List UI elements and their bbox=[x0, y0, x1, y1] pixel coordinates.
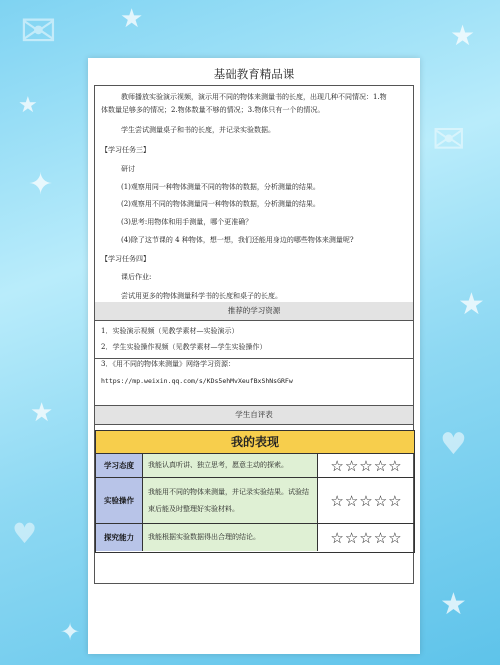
criteria-label: 学习态度 bbox=[96, 454, 143, 477]
criteria-label: 探究能力 bbox=[96, 524, 143, 551]
star-icon: ★ bbox=[450, 19, 476, 52]
self-eval-title: 学生自评表 bbox=[94, 405, 414, 425]
self-eval-table bbox=[95, 430, 415, 553]
heart-icon: ♥ bbox=[440, 427, 467, 462]
question: (1)观察用同一种物体测量不同的物体的数据，分析测量的结果。 bbox=[121, 183, 320, 191]
paragraph: 课后作业: bbox=[121, 273, 152, 281]
question: (4)除了这节课的 4 种物体，想一想，我们还能用身边的哪些物体来测量呢? bbox=[121, 236, 354, 244]
paragraph: 研讨 bbox=[121, 165, 135, 173]
paragraph: 教师播放实验演示视频，演示用不同的物体来测量书的长度，出现几种不同情况：1.物 bbox=[121, 93, 387, 101]
table-row bbox=[96, 454, 414, 478]
resource-item: 2．学生实验操作视频（见教学素材—学生实验操作） bbox=[101, 343, 267, 351]
star-rating[interactable]: ☆☆☆☆☆ bbox=[330, 491, 403, 510]
table-row bbox=[96, 524, 414, 551]
question: (2)观察用不同的物体测量同一种物体的数据，分析测量的结果。 bbox=[121, 200, 320, 208]
document-page bbox=[88, 58, 420, 654]
paragraph: 尝试用更多的物体测量科学书的长度和桌子的长度。 bbox=[121, 292, 282, 300]
star-rating[interactable]: ☆☆☆☆☆ bbox=[330, 528, 403, 547]
criteria-label: 实验操作 bbox=[96, 478, 143, 523]
table-row bbox=[96, 478, 414, 524]
criteria-text: 我能根据实验数据得出合理的结论。 bbox=[143, 524, 318, 551]
paragraph: 体数量足够多的情况；2.物体数量不够的情况；3.物体只有一个的情况。 bbox=[101, 106, 325, 114]
star-icon: ★ bbox=[440, 587, 467, 622]
resource-item: 1．实验演示视频（见教学素材—实验演示） bbox=[101, 327, 239, 335]
envelope-icon: ✉ bbox=[20, 6, 57, 57]
criteria-text: 我能用不同的物体来测量，并记录实验结果。试验结束后能及时整理好实验材料。 bbox=[143, 478, 318, 523]
page-header: 基础教育精品课 bbox=[100, 66, 408, 86]
resource-link[interactable]: https://mp.weixin.qq.com/s/KDs5ehMvXeufBxShNsGRFw bbox=[101, 377, 293, 385]
star-rating[interactable]: ☆☆☆☆☆ bbox=[330, 456, 403, 475]
heart-icon: ♥ bbox=[12, 517, 38, 550]
star-icon: ★ bbox=[30, 398, 54, 428]
self-eval-heading: 我的表现 bbox=[96, 431, 414, 454]
star-icon: ✦ bbox=[28, 167, 54, 202]
star-icon: ✦ bbox=[60, 618, 81, 646]
resources-title: 推荐的学习资源 bbox=[95, 302, 413, 321]
task-heading: 【学习任务四】 bbox=[101, 255, 150, 263]
task-heading: 【学习任务三】 bbox=[101, 146, 150, 154]
envelope-icon: ✉ bbox=[432, 117, 466, 163]
question: (3)思考:用物体和用手测量，哪个更准确？ bbox=[121, 218, 253, 226]
star-icon: ★ bbox=[458, 287, 485, 322]
paragraph: 学生尝试测量桌子和书的长度，并记录实验数据。 bbox=[121, 126, 275, 134]
star-icon: ★ bbox=[120, 4, 144, 34]
resource-item: 3．《用不同的物体来测量》网络学习资源： bbox=[101, 360, 235, 368]
star-icon: ★ bbox=[18, 93, 38, 118]
criteria-text: 我能认真听讲、独立思考，愿意主动的探索。 bbox=[143, 454, 318, 477]
